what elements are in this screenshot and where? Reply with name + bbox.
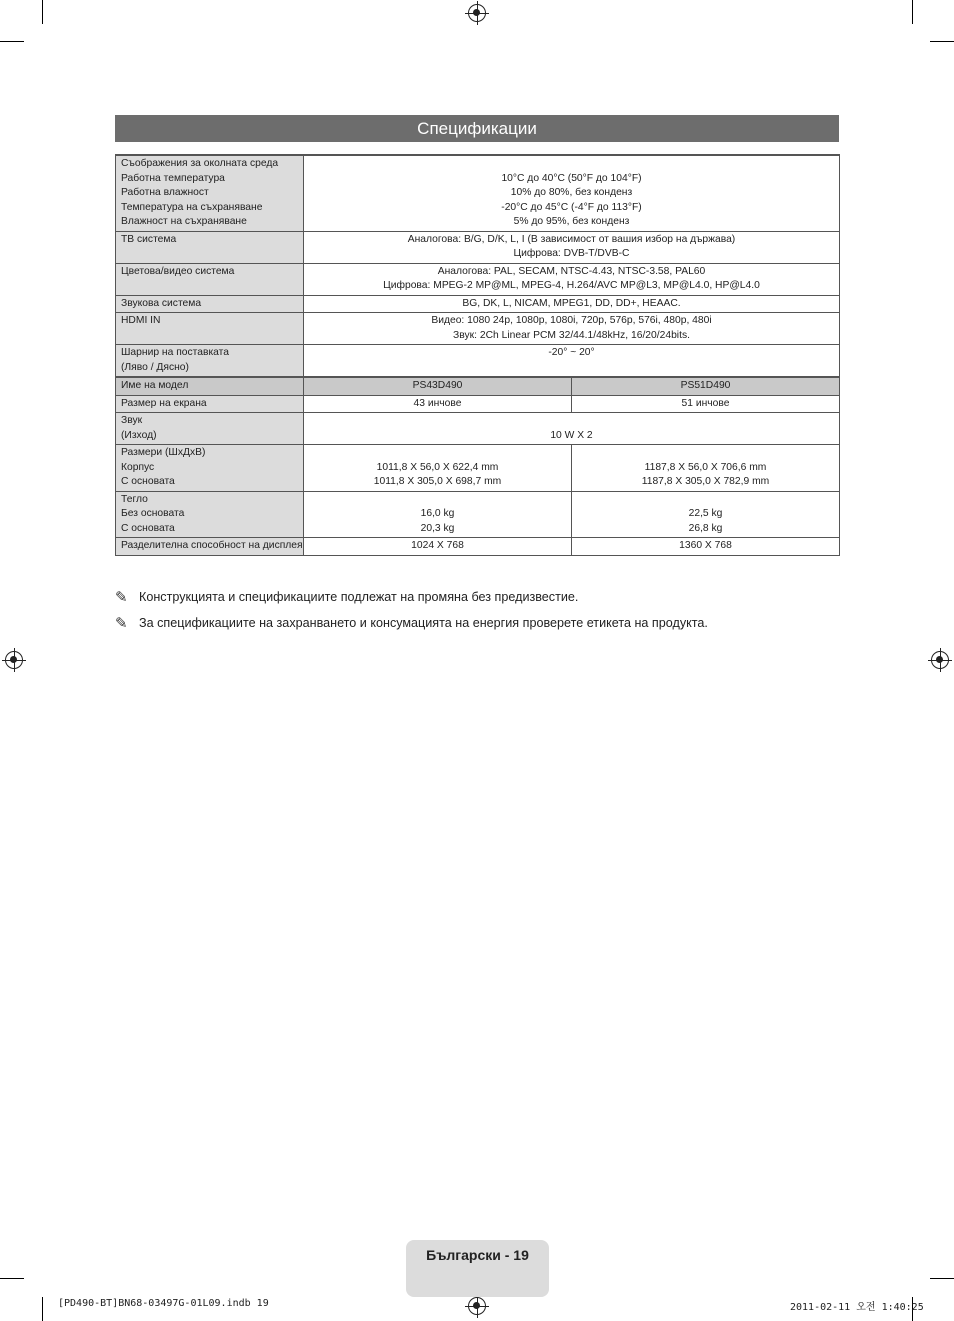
value-line: 22,5 kg <box>688 508 723 519</box>
registration-mark-icon <box>5 651 23 669</box>
value-line: 1187,8 X 56,0 X 706,6 mm <box>644 461 767 473</box>
value-line: 16,0 kg <box>420 508 455 519</box>
row-label: Размер на екрана <box>116 395 304 413</box>
value-line: Цифрова: MPEG-2 MP@ML, MPEG-4, H.264/AVC MP@L3, MP@L4.0, HP@L4.0 <box>383 280 760 291</box>
row-label <box>116 345 304 378</box>
label-line: Работна температура <box>121 172 225 184</box>
page-number-tab: Български - 19 <box>406 1240 549 1297</box>
row-label: Цветова/видео система <box>116 263 304 295</box>
row-value: -20° ~ 20° <box>304 345 840 378</box>
label-line: Корпус <box>121 461 155 473</box>
row-value <box>304 491 572 538</box>
footer-file-name: [PD490-BT]BN68-03497G-01L09.indb 19 <box>58 1298 269 1309</box>
registration-mark-icon <box>468 4 486 22</box>
row-label <box>116 445 304 492</box>
label-line: Работна влажност <box>121 187 209 198</box>
crop-mark <box>42 0 43 24</box>
label-line: Тегло <box>121 493 148 505</box>
row-label <box>116 413 304 445</box>
row-label: Име на модел <box>116 377 304 395</box>
note-text: За спецификациите на захранването и консумацията на енергия проверете етикета на продукта. <box>139 616 708 630</box>
value-line: 20,3 kg <box>420 522 455 534</box>
table-row <box>116 445 840 492</box>
label-line: (Ляво / Дясно) <box>121 361 189 373</box>
pencil-note-icon: ✎ <box>115 615 128 632</box>
label-line: Размери (ШхДхВ) <box>121 447 206 458</box>
registration-mark-icon <box>468 1297 486 1315</box>
row-label <box>116 155 304 231</box>
model-name: PS51D490 <box>572 377 840 395</box>
label-line: Звук <box>121 415 143 426</box>
table-row <box>116 538 840 556</box>
row-value: 1024 X 768 <box>304 538 572 556</box>
value-line: -20°C до 45°C (-4°F до 113°F) <box>501 201 642 213</box>
value-line: Видео: 1080 24p, 1080p, 1080i, 720p, 576p, 576i, 480p, 480i <box>431 315 712 326</box>
row-label <box>116 491 304 538</box>
row-value: 51 инчове <box>572 395 840 413</box>
row-value <box>304 263 840 295</box>
row-label: Разделителна способност на дисплея <box>116 538 304 556</box>
row-value <box>304 413 840 445</box>
page-title: Спецификации <box>115 115 839 142</box>
specifications-table <box>115 154 840 556</box>
row-label: HDMI IN <box>116 313 304 345</box>
label-line: Без основата <box>121 508 185 519</box>
row-label: Звукова система <box>116 295 304 313</box>
label-line: Съображения за околната среда <box>121 158 279 169</box>
value-line: 5% до 95%, без конденз <box>513 216 630 227</box>
label-line: Шарнир на поставката <box>121 347 229 358</box>
value-line: 10°C до 40°C (50°F до 104°F) <box>501 172 642 184</box>
crop-mark <box>42 1297 43 1321</box>
value-line: 1187,8 X 305,0 X 782,9 mm <box>641 476 770 487</box>
label-line: Температура на съхраняване <box>121 201 263 213</box>
footer-timestamp: 2011-02-11 오전 1:40:25 <box>790 1302 924 1313</box>
table-row <box>116 263 840 295</box>
table-row <box>116 395 840 413</box>
note-item <box>115 584 708 610</box>
label-line: (Изход) <box>121 429 157 441</box>
row-value <box>572 491 840 538</box>
row-value <box>304 155 840 231</box>
label-line: С основата <box>121 522 175 534</box>
crop-mark <box>0 41 24 42</box>
table-row <box>116 295 840 313</box>
value-line: Звук: 2Ch Linear PCM 32/44.1/48kHz, 16/20/24bits. <box>453 329 690 341</box>
label-line: С основата <box>121 476 175 487</box>
row-value <box>304 313 840 345</box>
table-row <box>116 313 840 345</box>
note-item <box>115 610 708 636</box>
registration-mark-icon <box>931 651 949 669</box>
row-value <box>304 445 572 492</box>
value-line: Цифрова: DVB-T/DVB-C <box>513 248 630 259</box>
label-line: Влажност на съхраняване <box>121 216 247 227</box>
table-row <box>116 491 840 538</box>
model-name: PS43D490 <box>304 377 572 395</box>
value-line: 1011,8 X 56,0 X 622,4 mm <box>376 461 499 473</box>
row-label: ТВ система <box>116 231 304 263</box>
notes <box>115 584 708 636</box>
crop-mark <box>912 0 913 24</box>
table-row <box>116 345 840 378</box>
table-row <box>116 413 840 445</box>
value-line: 1011,8 X 305,0 X 698,7 mm <box>373 476 502 487</box>
crop-mark <box>930 41 954 42</box>
value-line: 10 W X 2 <box>550 429 593 441</box>
value-line: 10% до 80%, без конденз <box>510 187 633 198</box>
row-value <box>572 445 840 492</box>
crop-mark <box>0 1278 24 1279</box>
table-row <box>116 231 840 263</box>
row-value: BG, DK, L, NICAM, MPEG1, DD, DD+, HEAAC. <box>304 295 840 313</box>
value-line: 26,8 kg <box>688 522 723 534</box>
table-row <box>116 155 840 231</box>
row-value <box>304 231 840 263</box>
value-line: Аналогова: B/G, D/K, L, I (В зависимост от вашия избор на държава) <box>407 233 736 245</box>
row-value: 1360 X 768 <box>572 538 840 556</box>
crop-mark <box>930 1278 954 1279</box>
pencil-note-icon: ✎ <box>115 589 128 606</box>
value-line: Аналогова: PAL, SECAM, NTSC-4.43, NTSC-3.58, PAL60 <box>437 265 706 277</box>
row-value: 43 инчове <box>304 395 572 413</box>
note-text: Конструкцията и спецификациите подлежат на промяна без предизвестие. <box>139 590 579 604</box>
table-row <box>116 377 840 395</box>
